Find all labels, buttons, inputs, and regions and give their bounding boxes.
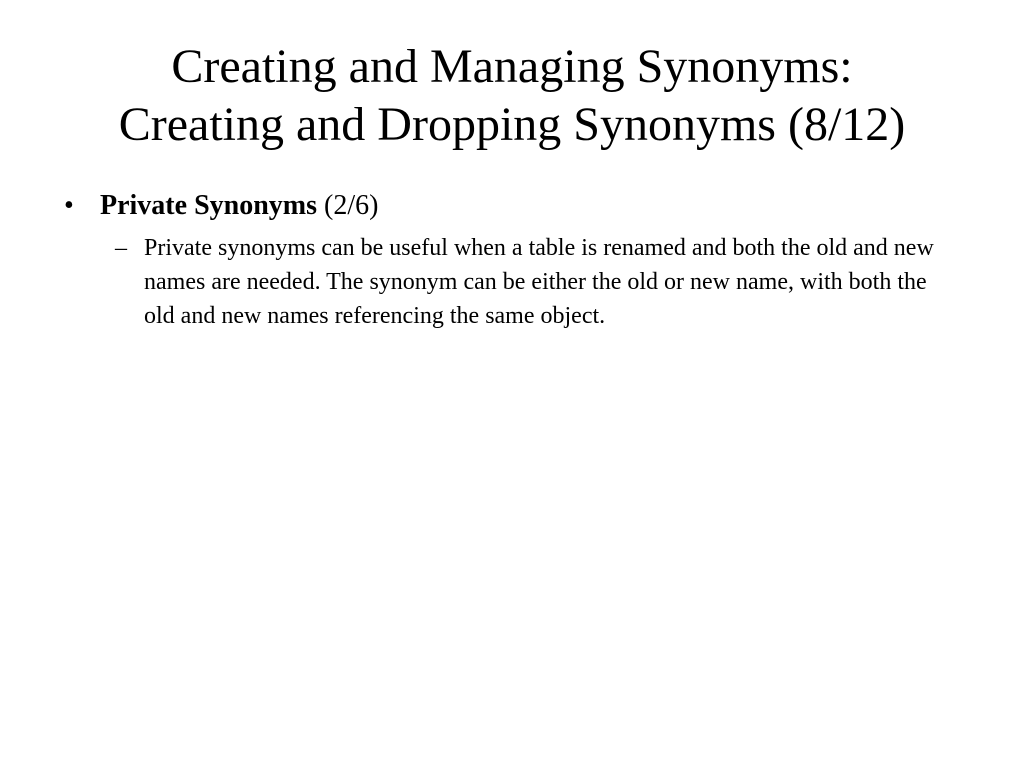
- slide-body: [60, 186, 960, 333]
- sub-bullet-text: Private synonyms can be useful when a table is renamed and both the old and new names are needed. The synonym can be either the old or new name, with both the old and new names referencing the same object.: [144, 235, 934, 329]
- title-line-1: Creating and Managing Synonyms:: [171, 40, 853, 93]
- bullet-counter: (2/6): [317, 190, 379, 221]
- dash-marker-icon: –: [115, 235, 127, 261]
- title-line-2: Creating and Dropping Synonyms (8/12): [118, 98, 906, 151]
- sub-bullet: [60, 231, 944, 333]
- slide-title: [40, 38, 984, 154]
- bullet-heading: Private Synonyms: [100, 190, 317, 221]
- bullet-dot-icon: •: [64, 190, 74, 221]
- bullet-private-synonyms: [60, 186, 960, 226]
